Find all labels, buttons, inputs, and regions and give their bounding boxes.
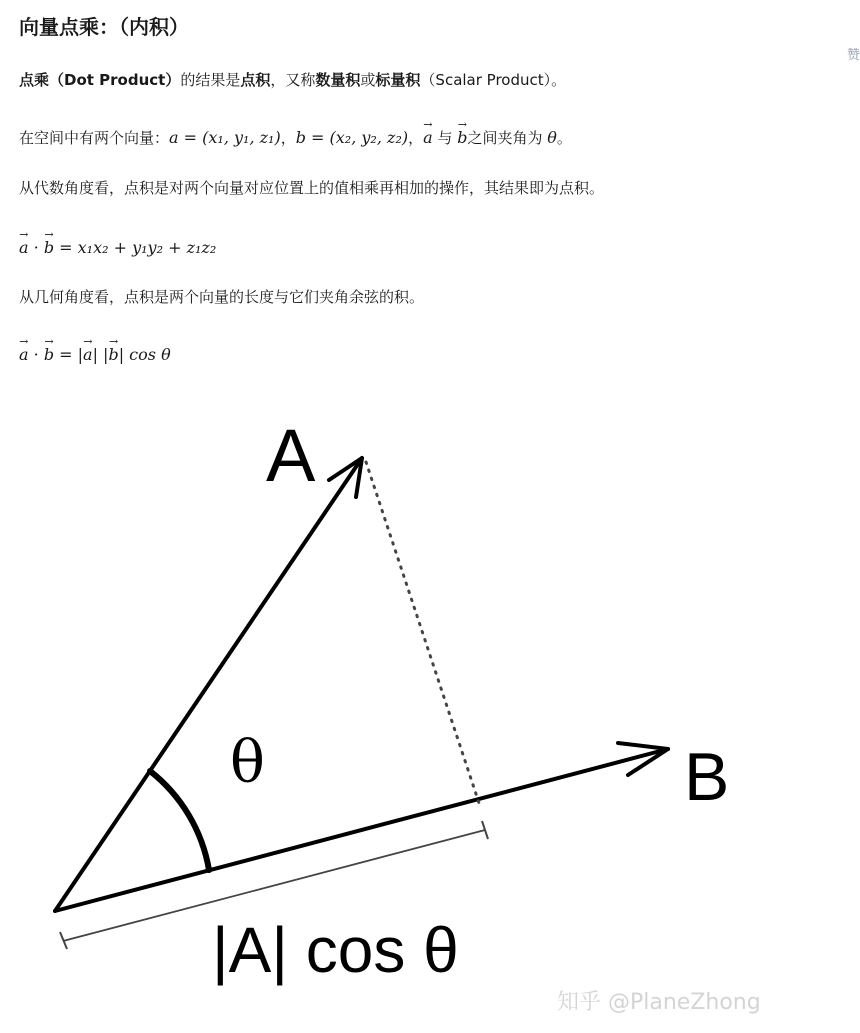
vector-b-symbol: → b	[457, 122, 467, 150]
label-b: B	[684, 739, 730, 815]
setup-comma: ，	[408, 129, 424, 147]
setup-end: 。	[556, 129, 572, 147]
intro-text-4: （Scalar Product）。	[420, 71, 567, 89]
geo-formula-b: → b	[44, 339, 54, 367]
term-scalar-product: 标量积	[375, 71, 421, 89]
vector-a-symbol: → a	[423, 122, 433, 150]
dot-product-diagram	[0, 400, 855, 1033]
theta-symbol: θ	[547, 128, 557, 147]
formula-dot: ·	[28, 238, 44, 257]
algebraic-paragraph: 从代数角度看，点积是对两个向量对应位置上的值相乘再相加的操作，其结果即为点积。	[19, 179, 605, 197]
intro-text-3: 或	[360, 71, 376, 89]
geometric-paragraph: 从几何角度看，点积是两个向量的长度与它们夹角余弦的积。	[19, 288, 425, 306]
formula-rhs: = x₁x₂ + y₁y₂ + z₁z₂	[54, 238, 217, 257]
setup-text-1: 在空间中有两个向量：	[19, 129, 170, 147]
term-quantity-product: 数量积	[315, 71, 361, 89]
watermark: 知乎 @PlaneZhong	[557, 990, 761, 1015]
intro-paragraph	[19, 68, 566, 92]
geo-formula-b-abs: → b	[108, 339, 118, 367]
algebraic-formula	[19, 232, 216, 260]
geo-formula-eq: = |	[54, 345, 84, 364]
setup-separator: ，	[280, 129, 296, 147]
setup-paragraph	[19, 122, 572, 150]
setup-text-2: 与	[432, 129, 458, 147]
geo-formula-rhs: | cos θ	[118, 345, 171, 364]
geo-formula-mid: | |	[92, 345, 109, 364]
formula-b: → b	[44, 232, 54, 260]
intro-text-2: ，又称	[270, 71, 316, 89]
geo-formula-a: → a	[19, 339, 29, 367]
theta-arc	[150, 771, 209, 870]
projection-dotted-line	[366, 462, 480, 806]
geo-formula-a-abs: → a	[83, 339, 93, 367]
edge-glyph[interactable]: 赞	[847, 48, 860, 63]
label-a: A	[266, 414, 316, 497]
term-dot: 点积	[240, 71, 271, 89]
formula-a: → a	[19, 232, 29, 260]
geometric-formula	[19, 339, 171, 367]
vector-b-definition: b = (x₂, y₂, z₂)	[295, 128, 409, 147]
intro-text-1: 的结果是	[180, 71, 241, 89]
setup-text-3: 之间夹角为	[467, 129, 548, 147]
vector-a-definition: a = (x₁, y₁, z₁)	[169, 128, 281, 147]
geo-formula-dot: ·	[28, 345, 44, 364]
label-theta: θ	[230, 728, 265, 796]
page-heading: 向量点乘：（内积）	[19, 15, 189, 39]
term-dot-product: 点乘（Dot Product）	[19, 71, 181, 89]
label-projection: |A| cos θ	[212, 914, 459, 986]
